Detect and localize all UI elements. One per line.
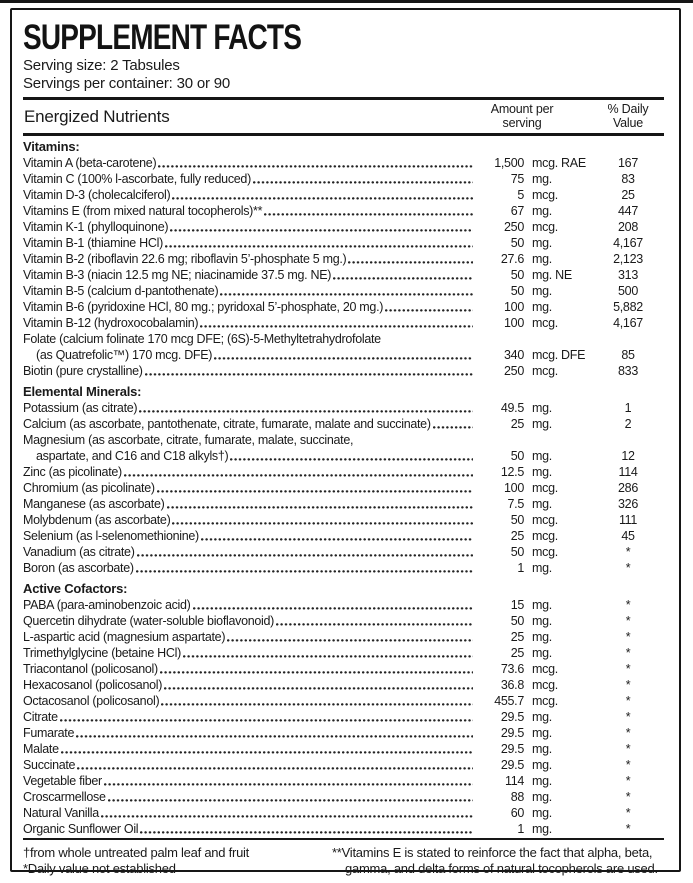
nutrient-name: Fumarate bbox=[23, 725, 75, 740]
amount-value: 50 bbox=[510, 512, 524, 527]
daily-value: 4,167 bbox=[613, 315, 643, 330]
amount-value: 340 bbox=[504, 347, 524, 362]
nutrient-name: Boron (as ascorbate) bbox=[23, 560, 134, 575]
daily-value: 12 bbox=[621, 448, 635, 463]
amount-unit: mg. bbox=[532, 789, 552, 804]
amount-value: 455.7 bbox=[494, 693, 524, 708]
nutrient-name: Quercetin dihydrate (water-soluble bioflavonoid) bbox=[23, 613, 275, 628]
nutrient-name: Vitamin D-3 (cholecalciferol) bbox=[23, 187, 171, 202]
nutrient-name: Vitamin B-3 (niacin 12.5 mg NE; niacinamide 37.5 mg. NE) bbox=[23, 267, 332, 282]
daily-value: * bbox=[625, 773, 631, 788]
dotted-leader bbox=[214, 357, 473, 360]
nutrient-row bbox=[23, 155, 664, 171]
amount-unit: mcg. RAE bbox=[532, 155, 586, 170]
nutrient-name: PABA (para-aminobenzoic acid) bbox=[23, 597, 191, 612]
amount-unit: mcg. bbox=[532, 544, 558, 559]
footnote-vitamin-e-line1: **Vitamins E is stated to reinforce the fact that alpha, beta, bbox=[332, 845, 653, 860]
footnotes-left bbox=[23, 845, 332, 877]
dotted-leader bbox=[165, 245, 473, 248]
amount-value: 12.5 bbox=[500, 464, 524, 479]
nutrient-name: Vitamin B-1 (thiamine HCl) bbox=[23, 235, 163, 250]
daily-value: * bbox=[625, 821, 631, 836]
amount-value: 29.5 bbox=[500, 757, 524, 772]
nutrient-row bbox=[23, 741, 664, 757]
nutrient-row bbox=[23, 400, 664, 416]
nutrient-row bbox=[23, 251, 664, 267]
nutrient-row bbox=[23, 725, 664, 741]
dotted-leader bbox=[227, 639, 473, 642]
daily-value: 5,882 bbox=[613, 299, 643, 314]
daily-value: 114 bbox=[618, 464, 638, 479]
daily-value: 167 bbox=[618, 155, 638, 170]
daily-value: 85 bbox=[621, 347, 635, 362]
amount-value: 50 bbox=[510, 544, 524, 559]
daily-value: 208 bbox=[618, 219, 638, 234]
amount-unit: mcg. bbox=[532, 512, 558, 527]
dotted-leader bbox=[253, 181, 473, 184]
daily-value: * bbox=[625, 741, 631, 756]
section-title: Vitamins: bbox=[23, 138, 80, 154]
amount-unit: mg. bbox=[532, 171, 552, 186]
nutrient-name: Vitamin A (beta-carotene) bbox=[23, 155, 157, 170]
column-header-amount-line2: serving bbox=[502, 115, 542, 130]
supplement-facts-panel bbox=[10, 8, 681, 876]
amount-unit: mg. bbox=[532, 613, 552, 628]
dotted-leader bbox=[158, 165, 473, 168]
amount-value: 1 bbox=[517, 821, 524, 836]
dotted-leader bbox=[77, 767, 473, 770]
dotted-leader bbox=[333, 277, 473, 280]
dotted-leader bbox=[136, 570, 473, 573]
dotted-leader bbox=[61, 751, 473, 754]
daily-value: 2 bbox=[624, 416, 632, 431]
section-title: Active Cofactors: bbox=[23, 580, 128, 596]
nutrient-row bbox=[23, 773, 664, 789]
page-top-edge-line bbox=[0, 0, 693, 3]
nutrient-row bbox=[23, 677, 664, 693]
amount-value: 29.5 bbox=[500, 725, 524, 740]
dotted-leader bbox=[264, 213, 473, 216]
amount-value: 27.6 bbox=[500, 251, 524, 266]
daily-value: 313 bbox=[618, 267, 638, 282]
nutrient-row bbox=[23, 219, 664, 235]
amount-value: 1 bbox=[517, 560, 524, 575]
nutrient-name: Vitamin B-12 (hydroxocobalamin) bbox=[23, 315, 199, 330]
dotted-leader bbox=[124, 474, 473, 477]
dotted-leader bbox=[161, 703, 473, 706]
nutrient-row bbox=[23, 283, 664, 299]
dotted-leader bbox=[145, 373, 473, 376]
amount-value: 25 bbox=[510, 416, 524, 431]
nutrient-name: Molybdenum (as ascorbate) bbox=[23, 512, 171, 527]
dotted-leader bbox=[276, 623, 473, 626]
amount-unit: mg. bbox=[532, 560, 552, 575]
nutrient-name: Potassium (as citrate) bbox=[23, 400, 138, 415]
amount-unit: mg. bbox=[532, 464, 552, 479]
daily-value: 447 bbox=[618, 203, 638, 218]
amount-value: 1,500 bbox=[494, 155, 524, 170]
nutrient-name: Organic Sunflower Oil bbox=[23, 821, 139, 836]
dotted-leader bbox=[137, 554, 473, 557]
dotted-leader bbox=[220, 293, 473, 296]
nutrient-name: (as Quatrefolic™) 170 mcg. DFE) bbox=[36, 347, 213, 362]
amount-unit: mcg. bbox=[532, 187, 558, 202]
nutrient-row bbox=[23, 544, 664, 560]
nutrient-name: Croscarmellose bbox=[23, 789, 106, 804]
nutrient-name: Zinc (as picolinate) bbox=[23, 464, 122, 479]
nutrient-name: Chromium (as picolinate) bbox=[23, 480, 155, 495]
amount-value: 50 bbox=[510, 283, 524, 298]
nutrient-name: Trimethylglycine (betaine HCl) bbox=[23, 645, 181, 660]
nutrient-row bbox=[23, 560, 664, 576]
nutrient-row bbox=[23, 203, 664, 219]
nutrient-row bbox=[23, 187, 664, 203]
dotted-leader bbox=[230, 458, 473, 461]
amount-value: 60 bbox=[510, 805, 524, 820]
daily-value: * bbox=[625, 693, 631, 708]
amount-unit: mg. bbox=[532, 805, 552, 820]
daily-value: 326 bbox=[618, 496, 638, 511]
amount-unit: mg. bbox=[532, 283, 552, 298]
amount-value: 88 bbox=[510, 789, 524, 804]
amount-value: 73.6 bbox=[500, 661, 524, 676]
daily-value: * bbox=[625, 805, 631, 820]
amount-unit: mcg. bbox=[532, 315, 558, 330]
dotted-leader bbox=[60, 719, 473, 722]
amount-unit: mg. bbox=[532, 299, 552, 314]
nutrient-row bbox=[23, 805, 664, 821]
dotted-leader bbox=[164, 687, 473, 690]
servings-per-container: Servings per container: 30 or 90 bbox=[23, 74, 231, 92]
amount-unit: mcg. bbox=[532, 661, 558, 676]
amount-value: 250 bbox=[504, 219, 524, 234]
amount-unit: mg. bbox=[532, 821, 552, 836]
amount-unit: mcg. bbox=[532, 480, 558, 495]
amount-value: 100 bbox=[504, 480, 524, 495]
nutrient-name: Octacosanol (policosanol) bbox=[23, 693, 160, 708]
dotted-leader bbox=[193, 607, 473, 610]
amount-value: 75 bbox=[510, 171, 524, 186]
nutrient-name: Calcium (as ascorbate, pantothenate, citrate, fumarate, malate and succinate) bbox=[23, 416, 431, 431]
nutrient-name: Vitamin K-1 (phylloquinone) bbox=[23, 219, 169, 234]
amount-unit: mg. bbox=[532, 400, 552, 415]
dotted-leader bbox=[108, 799, 473, 802]
nutrient-name: Vitamin B-5 (calcium d-pantothenate) bbox=[23, 283, 219, 298]
column-header-amount-line1: Amount per bbox=[490, 101, 554, 116]
dotted-leader bbox=[170, 229, 473, 232]
nutrient-name: Selenium (as l-selenomethionine) bbox=[23, 528, 199, 543]
amount-value: 100 bbox=[504, 315, 524, 330]
amount-unit: mcg. bbox=[532, 693, 558, 708]
nutrient-name: Citrate bbox=[23, 709, 58, 724]
daily-value: 286 bbox=[618, 480, 638, 495]
daily-value: * bbox=[625, 629, 631, 644]
column-header-dv-line1: % Daily bbox=[607, 101, 649, 116]
table-header-row bbox=[23, 100, 664, 133]
amount-value: 25 bbox=[510, 645, 524, 660]
amount-unit: mg. bbox=[532, 448, 552, 463]
amount-value: 50 bbox=[510, 235, 524, 250]
nutrient-row bbox=[23, 645, 664, 661]
daily-value: * bbox=[625, 789, 631, 804]
daily-value: * bbox=[625, 597, 631, 612]
amount-value: 50 bbox=[510, 267, 524, 282]
footnote-palm-source: †from whole untreated palm leaf and fruit bbox=[23, 845, 250, 860]
nutrient-row bbox=[23, 464, 664, 480]
nutrient-row bbox=[23, 315, 664, 331]
nutrient-row bbox=[23, 171, 664, 187]
amount-unit: mg. bbox=[532, 597, 552, 612]
daily-value: 500 bbox=[618, 283, 638, 298]
dotted-leader bbox=[200, 325, 473, 328]
nutrient-name: Vanadium (as citrate) bbox=[23, 544, 135, 559]
footnote-vitamin-e-line2: gamma, and delta forms of natural tocopherols are used. bbox=[345, 861, 658, 876]
nutrient-row bbox=[23, 299, 664, 315]
daily-value: 833 bbox=[618, 363, 638, 378]
amount-unit: mg. bbox=[532, 203, 552, 218]
daily-value: 2,123 bbox=[613, 251, 643, 266]
footnote-daily-value: *Daily value not established bbox=[23, 861, 176, 876]
amount-value: 29.5 bbox=[500, 741, 524, 756]
nutrient-name: Vitamin B-2 (riboflavin 22.6 mg; riboflavin 5’-phosphate 5 mg.) bbox=[23, 251, 347, 266]
amount-unit: mg. bbox=[532, 629, 552, 644]
section-title: Elemental Minerals: bbox=[23, 383, 142, 399]
nutrient-row bbox=[23, 789, 664, 805]
amount-unit: mg. bbox=[532, 709, 552, 724]
dotted-leader bbox=[104, 783, 473, 786]
daily-value: * bbox=[625, 709, 631, 724]
daily-value: * bbox=[625, 725, 631, 740]
nutrient-name: Manganese (as ascorbate) bbox=[23, 496, 165, 511]
nutrient-name: Biotin (pure crystalline) bbox=[23, 363, 143, 378]
nutrient-row bbox=[23, 480, 664, 496]
amount-value: 100 bbox=[504, 299, 524, 314]
nutrient-name-first-line: Folate (calcium folinate 170 mcg DFE; (6S)-5-Methyltetrahydrofolate bbox=[23, 331, 381, 346]
amount-unit: mcg. DFE bbox=[532, 347, 586, 362]
amount-unit: mcg. bbox=[532, 363, 558, 378]
nutrient-row bbox=[23, 416, 664, 432]
amount-unit: mg. bbox=[532, 725, 552, 740]
daily-value: 25 bbox=[621, 187, 635, 202]
nutrient-name: Vitamins E (from mixed natural tocopherols)** bbox=[23, 203, 263, 218]
nutrient-row bbox=[23, 613, 664, 629]
dotted-leader bbox=[139, 410, 473, 413]
dotted-leader bbox=[385, 309, 473, 312]
column-header-amount bbox=[452, 102, 592, 130]
amount-unit: mg. bbox=[532, 251, 552, 266]
amount-value: 36.8 bbox=[500, 677, 524, 692]
amount-value: 25 bbox=[510, 528, 524, 543]
amount-value: 15 bbox=[510, 597, 524, 612]
amount-unit: mcg. bbox=[532, 528, 558, 543]
amount-unit: mg. bbox=[532, 645, 552, 660]
nutrient-row bbox=[23, 597, 664, 613]
footnotes bbox=[23, 840, 664, 877]
nutrient-name: Hexacosanol (policosanol) bbox=[23, 677, 163, 692]
amount-value: 114 bbox=[504, 773, 524, 788]
dotted-leader bbox=[76, 735, 473, 738]
nutrient-row bbox=[23, 693, 664, 709]
nutrient-row bbox=[23, 629, 664, 645]
daily-value: 1 bbox=[624, 400, 632, 415]
nutrient-name: L-aspartic acid (magnesium aspartate) bbox=[23, 629, 226, 644]
panel-title: SUPPLEMENT FACTS bbox=[23, 18, 302, 57]
amount-value: 29.5 bbox=[500, 709, 524, 724]
daily-value: 45 bbox=[621, 528, 635, 543]
column-header-daily-value bbox=[592, 102, 664, 130]
amount-value: 250 bbox=[504, 363, 524, 378]
nutrient-name: Vitamin B-6 (pyridoxine HCl, 80 mg.; pyridoxal 5’-phosphate, 20 mg.) bbox=[23, 299, 384, 314]
daily-value: * bbox=[625, 677, 631, 692]
daily-value: 111 bbox=[618, 512, 638, 527]
nutrient-name: Malate bbox=[23, 741, 59, 756]
nutrient-name: Vitamin C (100% l-ascorbate, fully reduced) bbox=[23, 171, 251, 186]
dotted-leader bbox=[172, 522, 473, 525]
dotted-leader bbox=[101, 815, 473, 818]
amount-unit: mg. bbox=[532, 741, 552, 756]
amount-value: 50 bbox=[510, 448, 524, 463]
dotted-leader bbox=[157, 490, 473, 493]
nutrient-name: Vegetable fiber bbox=[23, 773, 102, 788]
nutrient-row bbox=[23, 448, 664, 464]
daily-value: * bbox=[625, 661, 631, 676]
nutrient-row bbox=[23, 528, 664, 544]
nutrient-row bbox=[23, 267, 664, 283]
amount-unit: mcg. bbox=[532, 677, 558, 692]
amount-unit: mg. bbox=[532, 416, 552, 431]
amount-value: 5 bbox=[517, 187, 524, 202]
column-header-nutrients: Energized Nutrients bbox=[24, 106, 170, 126]
dotted-leader bbox=[172, 197, 473, 200]
nutrient-name: Natural Vanilla bbox=[23, 805, 99, 820]
amount-unit: mg. NE bbox=[532, 267, 572, 282]
dotted-leader bbox=[201, 538, 473, 541]
dotted-leader bbox=[183, 655, 473, 658]
nutrient-row bbox=[23, 235, 664, 251]
serving-size: Serving size: 2 Tabsules bbox=[23, 57, 180, 74]
nutrient-row bbox=[23, 496, 664, 512]
nutrient-name: aspartate, and C16 and C18 alkyls†) bbox=[36, 448, 229, 463]
amount-value: 7.5 bbox=[507, 496, 524, 511]
nutrient-row bbox=[23, 512, 664, 528]
nutrient-row bbox=[23, 757, 664, 773]
nutrient-name: Triacontanol (policosanol) bbox=[23, 661, 158, 676]
nutrient-name: Succinate bbox=[23, 757, 76, 772]
nutrient-rows bbox=[23, 136, 664, 837]
amount-unit: mg. bbox=[532, 757, 552, 772]
daily-value: 83 bbox=[621, 171, 635, 186]
dotted-leader bbox=[348, 261, 473, 264]
nutrient-row bbox=[23, 347, 664, 363]
nutrient-row bbox=[23, 821, 664, 837]
daily-value: * bbox=[625, 757, 631, 772]
nutrient-row bbox=[23, 661, 664, 677]
dotted-leader bbox=[140, 831, 473, 834]
daily-value: 4,167 bbox=[613, 235, 643, 250]
amount-unit: mg. bbox=[532, 496, 552, 511]
amount-unit: mg. bbox=[532, 773, 552, 788]
daily-value: * bbox=[625, 560, 631, 575]
dotted-leader bbox=[433, 426, 473, 429]
footnotes-right bbox=[332, 845, 664, 877]
amount-unit: mcg. bbox=[532, 219, 558, 234]
amount-value: 50 bbox=[510, 613, 524, 628]
nutrient-name-first-line: Magnesium (as ascorbate, citrate, fumarate, malate, succinate, bbox=[23, 432, 354, 447]
dotted-leader bbox=[167, 506, 474, 509]
daily-value: * bbox=[625, 645, 631, 660]
amount-value: 67 bbox=[510, 203, 524, 218]
nutrient-row bbox=[23, 363, 664, 379]
daily-value: * bbox=[625, 544, 631, 559]
amount-value: 25 bbox=[510, 629, 524, 644]
daily-value: * bbox=[625, 613, 631, 628]
dotted-leader bbox=[160, 671, 473, 674]
nutrient-row bbox=[23, 709, 664, 725]
amount-value: 49.5 bbox=[500, 400, 524, 415]
amount-unit: mg. bbox=[532, 235, 552, 250]
column-header-dv-line2: Value bbox=[612, 115, 644, 130]
